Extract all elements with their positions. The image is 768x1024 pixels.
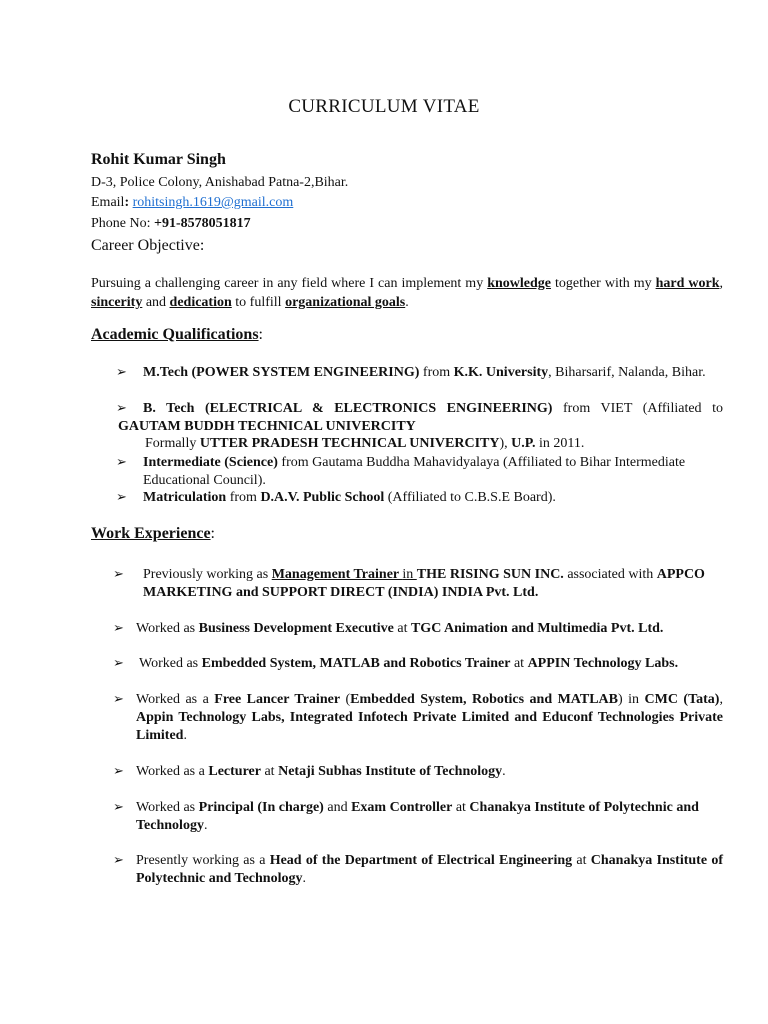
item-text: ) in xyxy=(618,692,645,707)
work-heading xyxy=(91,525,215,543)
item-text: . xyxy=(203,818,208,833)
candidate-name: Rohit Kumar Singh xyxy=(91,151,226,168)
role: Exam Controller xyxy=(351,800,453,815)
career-objective-text xyxy=(91,274,723,312)
career-objective-colon: : xyxy=(199,237,205,254)
item-text: from Gautama Buddha Mahavidyalaya (Affiliated to Bihar Intermediate Educational Council). xyxy=(143,455,686,488)
institution: K.K. University xyxy=(453,365,549,380)
academic-item-mtech xyxy=(118,364,723,382)
academic-colon: : xyxy=(258,326,263,343)
bullet-arrow-icon: ➢ xyxy=(116,400,127,415)
item-text: Worked as xyxy=(139,656,202,671)
item-text: at xyxy=(393,621,411,636)
work-item-lecturer xyxy=(136,763,726,781)
degree: Matriculation xyxy=(143,490,227,505)
email-line xyxy=(91,195,293,211)
degree: M.Tech (POWER SYSTEM ENGINEERING) xyxy=(143,365,420,380)
company: Chanakya Institute of Polytechnic and Technology xyxy=(136,800,699,833)
company: THE RISING SUN INC. xyxy=(416,567,564,582)
item-text: associated with xyxy=(563,567,657,582)
objective-text-2: together with my xyxy=(550,276,656,291)
item-text: ), xyxy=(499,436,512,451)
item-text: at xyxy=(452,800,470,815)
skills: Embedded System, Robotics and MATLAB xyxy=(350,692,619,707)
company: CMC (Tata) xyxy=(644,692,720,707)
company: TGC Animation and Multimedia Pvt. Ltd. xyxy=(410,621,664,636)
email-colon: : xyxy=(124,195,130,210)
bullet-arrow-icon: ➢ xyxy=(113,566,124,581)
item-text: from VIET (Affiliated to xyxy=(552,401,723,416)
objective-keyword-sincerity: sincerity xyxy=(91,295,143,310)
phone-line xyxy=(91,216,251,232)
objective-text-1: Pursuing a challenging career in any field where I can implement my xyxy=(91,276,488,291)
objective-text-4: and xyxy=(142,295,170,310)
item-text: , xyxy=(719,692,723,707)
phone-label: Phone No: xyxy=(91,216,154,231)
document-title: CURRICULUM VITAE xyxy=(288,96,480,117)
address: D-3, Police Colony, Anishabad Patna-2,Bihar. xyxy=(91,175,349,190)
objective-keyword-goals: organizational goals xyxy=(285,295,406,310)
item-text: Worked as xyxy=(136,621,199,636)
item-text: at xyxy=(572,853,591,868)
item-text: and xyxy=(323,800,352,815)
bullet-arrow-icon: ➢ xyxy=(116,489,127,504)
bullet-arrow-icon: ➢ xyxy=(113,799,124,814)
item-text: . xyxy=(183,728,187,743)
academic-title: Academic Qualifications xyxy=(91,326,259,343)
bullet-arrow-icon: ➢ xyxy=(116,364,127,379)
state: U.P. xyxy=(511,436,536,451)
work-item-principal xyxy=(136,799,723,835)
item-text: Worked as a xyxy=(136,692,215,707)
objective-keyword-knowledge: knowledge xyxy=(487,276,551,291)
company: Netaji Subhas Institute of Technology xyxy=(278,764,503,779)
role: Embedded System, MATLAB and Robotics Trainer xyxy=(201,656,511,671)
work-item-rising-sun xyxy=(143,566,723,602)
role: Head of the Department of Electrical Engineering xyxy=(269,853,573,868)
company: APPIN Technology Labs. xyxy=(527,656,679,671)
item-text: Previously working as xyxy=(143,567,272,582)
work-colon: : xyxy=(210,525,215,542)
item-text: at xyxy=(510,656,528,671)
career-objective-title: Career Objective xyxy=(91,237,200,254)
objective-keyword-hard-work: hard work xyxy=(655,276,720,291)
phone-number: +91-8578051817 xyxy=(154,216,251,231)
academic-item-btech-cont xyxy=(145,435,725,453)
bullet-arrow-icon: ➢ xyxy=(116,454,127,469)
academic-item-matriculation xyxy=(143,489,723,507)
email-link[interactable]: rohitsingh.1619@gmail.com xyxy=(132,195,294,210)
objective-keyword-dedication: dedication xyxy=(169,295,232,310)
degree: Intermediate (Science) xyxy=(143,455,278,470)
email-label: Email xyxy=(91,195,125,210)
bullet-arrow-icon: ➢ xyxy=(113,852,124,867)
degree: B. Tech (ELECTRICAL & ELECTRONICS ENGINEERING) xyxy=(143,401,553,416)
bullet-arrow-icon: ➢ xyxy=(113,691,124,706)
item-text: . xyxy=(302,871,306,886)
item-text: Worked as xyxy=(136,800,199,815)
work-title: Work Experience xyxy=(91,525,211,542)
item-text: (Affiliated to C.B.S.E Board). xyxy=(384,490,556,505)
institution: UTTER PRADESH TECHNICAL UNIVERCITY xyxy=(199,436,500,451)
objective-text-3: , xyxy=(719,276,723,291)
company: APPCO MARKETING and SUPPORT DIRECT (INDIA) INDIA Pvt. Ltd. xyxy=(143,567,705,600)
career-objective-heading xyxy=(91,237,204,255)
work-item-hod xyxy=(136,852,723,888)
item-text: Worked as a xyxy=(136,764,209,779)
academic-item-intermediate xyxy=(143,454,723,490)
academic-item-btech xyxy=(118,400,723,436)
role: Principal (In charge) xyxy=(198,800,324,815)
institution: GAUTAM BUDDH TECHNICAL UNIVERCITY xyxy=(118,419,416,434)
item-text: ( xyxy=(340,692,351,707)
academic-heading xyxy=(91,326,263,344)
item-text: Presently working as a xyxy=(136,853,270,868)
objective-text-6: . xyxy=(405,295,409,310)
institution: D.A.V. Public School xyxy=(260,490,385,505)
item-text: at xyxy=(260,764,279,779)
item-text: . xyxy=(502,764,506,779)
objective-text-5: to fulfill xyxy=(231,295,286,310)
bullet-arrow-icon: ➢ xyxy=(113,620,124,635)
company: Chanakya Institute of Polytechnic and Technology xyxy=(136,853,723,886)
company: Appin Technology Labs, Integrated Infotech Private Limited and Educonf Technologies Private Limited xyxy=(136,710,723,743)
item-text: in 2011. xyxy=(535,436,585,451)
work-item-freelancer xyxy=(136,691,723,745)
role: Lecturer xyxy=(208,764,261,779)
bullet-arrow-icon: ➢ xyxy=(113,655,124,670)
item-text: from xyxy=(226,490,261,505)
bullet-arrow-icon: ➢ xyxy=(113,763,124,778)
item-text: , Biharsarif, Nalanda, Bihar. xyxy=(548,365,706,380)
item-text: Formally xyxy=(145,436,200,451)
role: Free Lancer Trainer xyxy=(214,692,341,707)
item-text: in xyxy=(402,567,417,582)
role: Business Development Executive xyxy=(198,621,394,636)
role: Management Trainer xyxy=(271,567,403,582)
item-text: from xyxy=(419,365,454,380)
work-item-appin xyxy=(139,655,729,673)
work-item-tgc xyxy=(136,620,726,638)
